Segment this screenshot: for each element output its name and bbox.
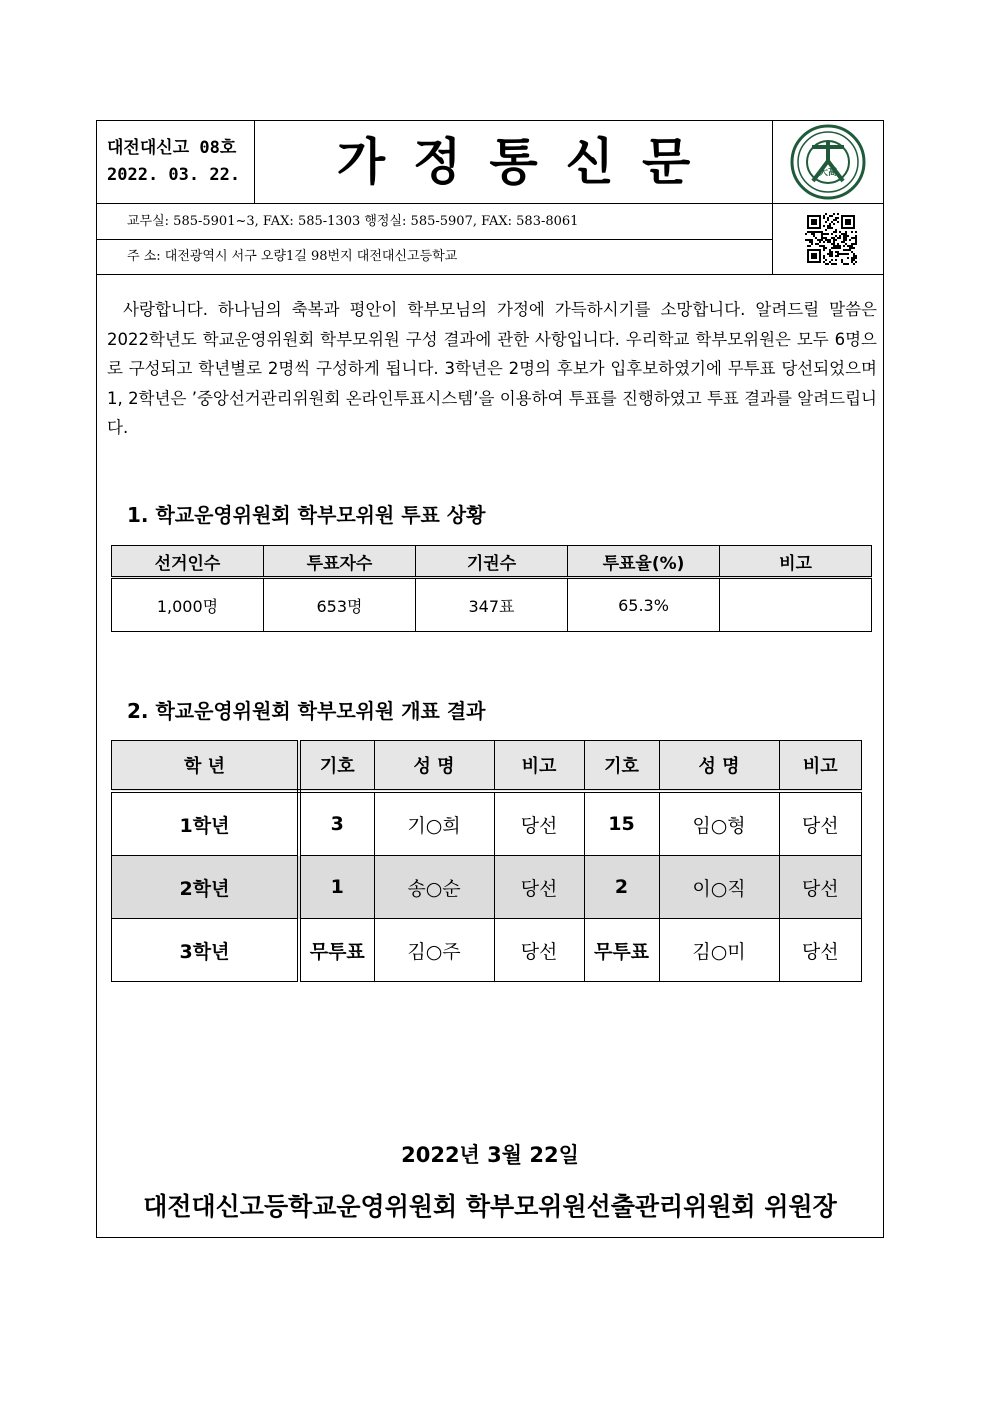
table-cell xyxy=(720,578,872,632)
intro-paragraph: 사랑합니다. 하나님의 축복과 평안이 학부모님의 가정에 가득하시기를 소망합니다. 알려드릴 말씀은 2022학년도 학교운영위원회 학부모위원 구성 결과에 관한 사항입니다. 우리학교 학부모위원은 모두 6명으로 구성되고 학년별로 2명씩 구성하게 됩니다. 3학년은 2명의 후보가 입후보하였기에 무투표 당선되었으며 1, 2학년은 ’중앙선거관리위원회 온라인투표시스템’을 이용하여 투표를 진행하였고 투표 결과를 알려드립니다. xyxy=(107,300,877,437)
result-cell: 당선 xyxy=(494,856,584,919)
result-cell: 당선 xyxy=(494,791,584,856)
table-cell: 1,000명 xyxy=(112,578,264,632)
number-cell: 15 xyxy=(584,791,659,856)
table-row xyxy=(112,919,862,982)
name-cell: 이○직 xyxy=(659,856,779,919)
contact-line: 교무실: 585-5901~3, FAX: 585-1303 행정실: 585-5907, FAX: 583-8061 xyxy=(97,203,773,240)
name-cell: 김○미 xyxy=(659,919,779,982)
header-cell: 성 명 xyxy=(374,741,494,792)
result-cell: 당선 xyxy=(779,919,862,982)
name-cell: 기○희 xyxy=(374,791,494,856)
table-row xyxy=(112,791,862,856)
number-cell: 무투표 xyxy=(299,919,374,982)
header-cell: 기호 xyxy=(584,741,659,792)
name-cell: 임○형 xyxy=(659,791,779,856)
signature-line: 대전대신고등학교운영위원회 학부모위원선출관리위원회 위원장 xyxy=(143,1192,837,1221)
table-header-row xyxy=(112,741,862,792)
table-cell: 653명 xyxy=(264,578,416,632)
header-divider xyxy=(97,274,883,275)
issue-date-footer: 2022년 3월 22일 xyxy=(401,1143,579,1167)
issue-number: 대전대신고 08호 xyxy=(107,138,237,158)
header-cell: 투표자수 xyxy=(264,546,416,578)
vote-status-table xyxy=(111,545,872,632)
logo-text: 大高 xyxy=(818,168,838,178)
header-cell: 학 년 xyxy=(112,741,300,792)
grade-cell: 1학년 xyxy=(112,791,300,856)
document-frame xyxy=(96,120,884,1238)
number-cell: 3 xyxy=(299,791,374,856)
result-cell: 당선 xyxy=(779,791,862,856)
number-cell: 2 xyxy=(584,856,659,919)
header-cell: 비고 xyxy=(779,741,862,792)
table-cell: 65.3% xyxy=(568,578,720,632)
header-cell: 선거인수 xyxy=(112,546,264,578)
school-logo xyxy=(773,121,883,203)
header-cell: 성 명 xyxy=(659,741,779,792)
grade-cell: 2학년 xyxy=(112,856,300,919)
number-cell: 1 xyxy=(299,856,374,919)
issue-info xyxy=(97,121,255,203)
header-cell: 기권수 xyxy=(416,546,568,578)
table-row xyxy=(112,856,862,919)
result-cell: 당선 xyxy=(779,856,862,919)
header-cell: 기호 xyxy=(299,741,374,792)
grade-cell: 3학년 xyxy=(112,919,300,982)
qr-code xyxy=(805,213,857,265)
document-title: 가정통신문 xyxy=(255,121,773,203)
header-cell: 투표율(%) xyxy=(568,546,720,578)
number-cell: 무투표 xyxy=(584,919,659,982)
name-cell: 김○주 xyxy=(374,919,494,982)
header-cell: 비고 xyxy=(494,741,584,792)
table-row xyxy=(112,578,872,632)
section1-heading: 1. 학교운영위원회 학부모위원 투표 상황 xyxy=(127,503,486,527)
name-cell: 송○순 xyxy=(374,856,494,919)
header-cell: 비고 xyxy=(720,546,872,578)
count-result-table xyxy=(111,740,862,982)
address-line: 주 소: 대전광역시 서구 오량1길 98번지 대전대신고등학교 xyxy=(97,240,773,274)
issue-date: 2022. 03. 22. xyxy=(107,165,241,185)
table-cell: 347표 xyxy=(416,578,568,632)
section2-heading: 2. 학교운영위원회 학부모위원 개표 결과 xyxy=(127,699,486,723)
result-cell: 당선 xyxy=(494,919,584,982)
header-top-row xyxy=(97,121,883,204)
table-header-row xyxy=(112,546,872,578)
